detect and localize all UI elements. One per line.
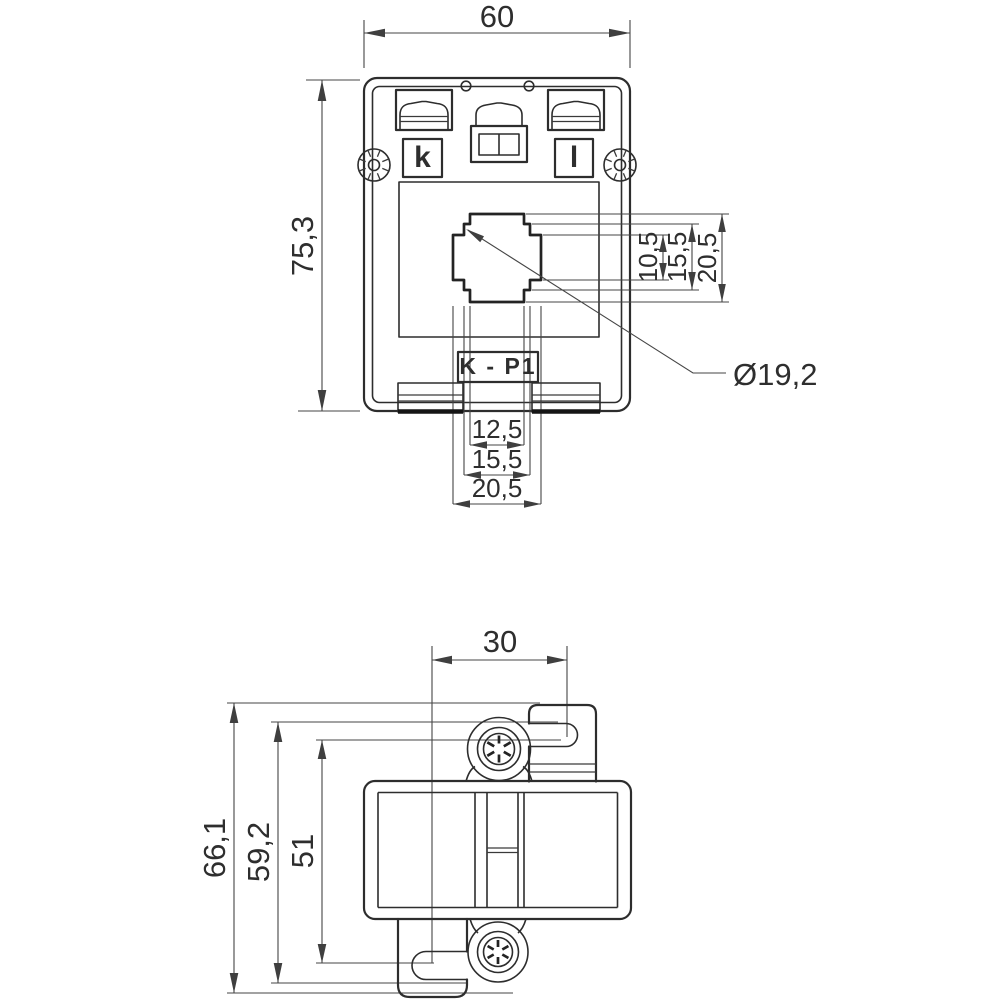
label-l: l xyxy=(569,141,579,174)
dim-15-5-h-text: 15,5 xyxy=(471,444,523,474)
side-view xyxy=(197,624,631,997)
label-k-p1: K - P1 xyxy=(459,353,537,379)
ct-body-side xyxy=(364,781,631,919)
dim-59-2-text: 59,2 xyxy=(241,821,276,883)
dim-66-1-text: 66,1 xyxy=(197,817,232,879)
dim-51-text: 51 xyxy=(285,833,320,869)
label-k: k xyxy=(414,141,431,174)
mounting-hook-top xyxy=(529,705,596,782)
terminal-screw-left xyxy=(396,90,452,130)
pozidriv-recess-bottom xyxy=(488,940,509,964)
dim-30-text: 30 xyxy=(482,624,518,659)
tap-selector-block xyxy=(471,103,527,162)
dim-75-3-text: 75,3 xyxy=(285,215,320,277)
core-window xyxy=(399,182,599,337)
mounting-screw-bottom xyxy=(468,919,528,982)
dim-10-5-text: 10,5 xyxy=(633,231,663,283)
terminal-marking-l xyxy=(555,139,593,177)
dim-overall-height xyxy=(285,80,360,411)
stepped-aperture xyxy=(453,214,541,302)
diameter-text: Ø19,2 xyxy=(733,357,818,392)
dim-60-text: 60 xyxy=(479,0,515,34)
aperture-dims-vertical xyxy=(526,214,729,302)
center-band xyxy=(475,793,524,908)
mounting-ear-right xyxy=(604,149,636,181)
dim-hole-spacing xyxy=(432,624,567,963)
polarity-marking xyxy=(458,352,538,382)
foot-right xyxy=(532,383,600,412)
terminal-screw-right xyxy=(548,90,604,130)
mounting-ear-left xyxy=(358,149,390,181)
dim-15-5-v-text: 15,5 xyxy=(662,231,692,283)
dim-12-5-text: 12,5 xyxy=(471,414,523,444)
dim-overall-width xyxy=(364,0,630,68)
dim-20-5-v-text: 20,5 xyxy=(692,232,722,284)
mounting-screw-top xyxy=(466,718,532,782)
front-view xyxy=(285,0,817,508)
dim-20-5-h-text: 20,5 xyxy=(471,473,523,503)
terminal-marking-k xyxy=(403,139,442,177)
